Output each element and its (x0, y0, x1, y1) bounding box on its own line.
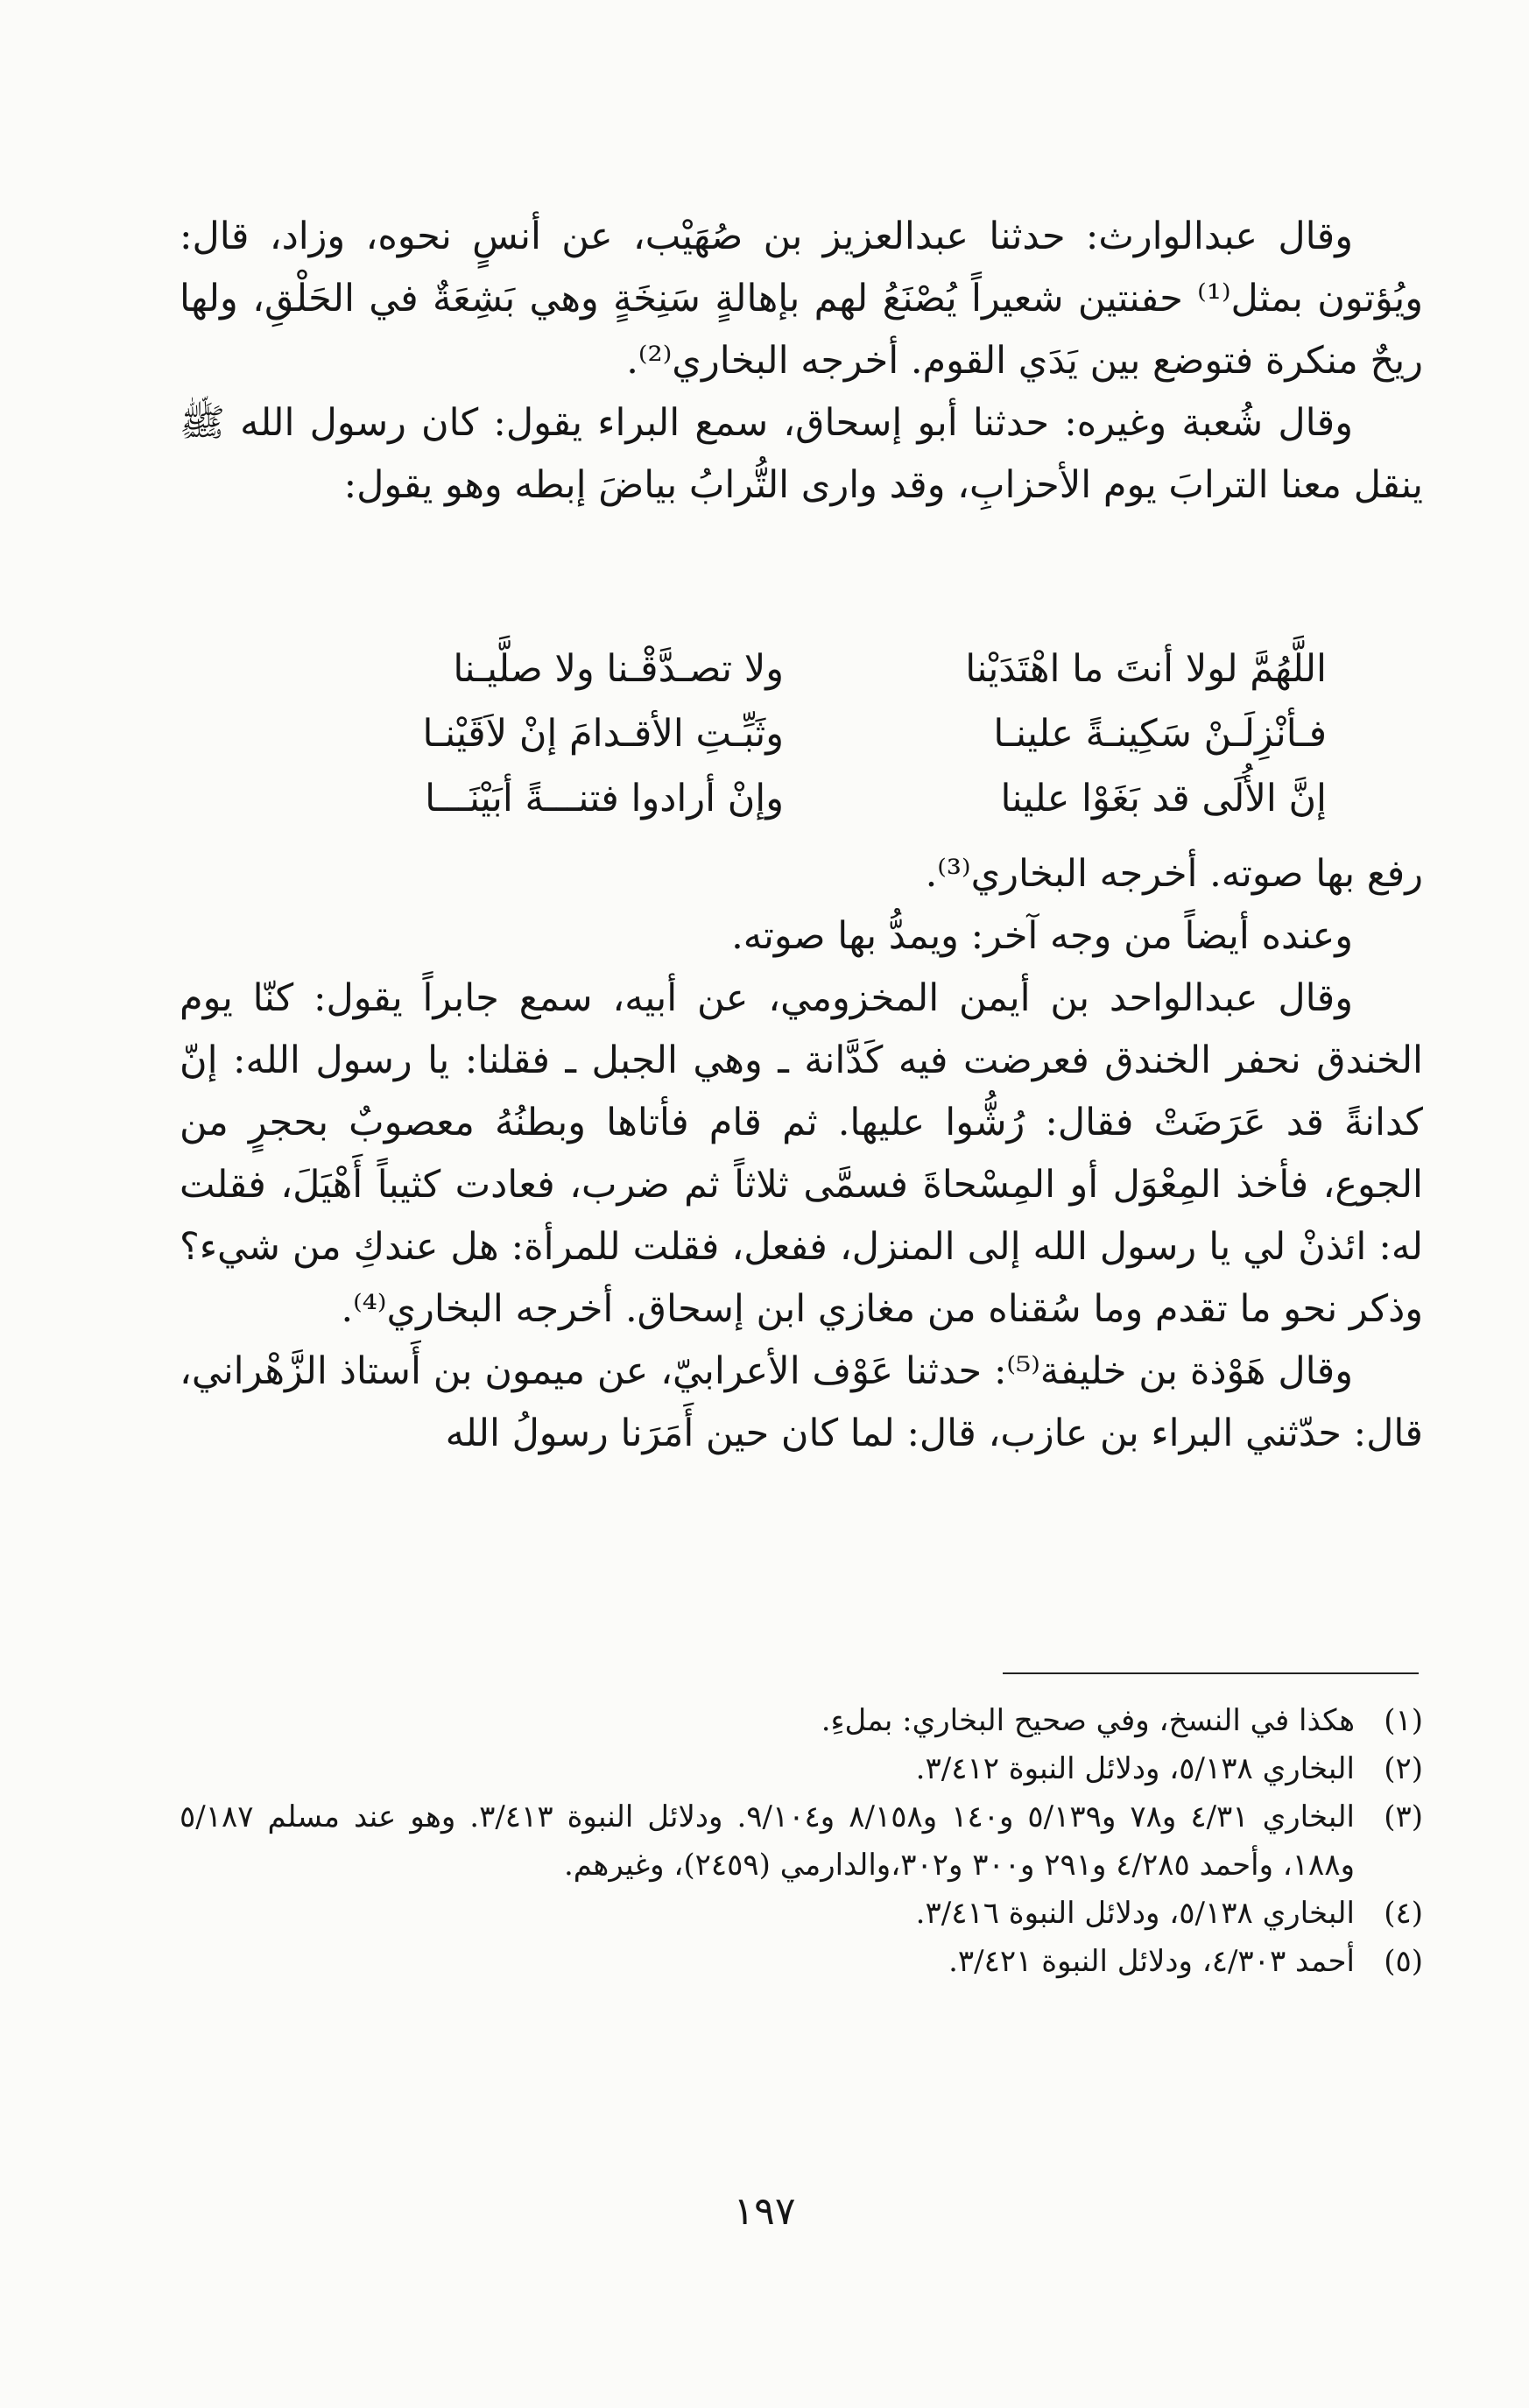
paragraph-2: وقال شُعبة وغيره: حدثنا أبو إسحاق، سمع البراء يقول: كان رسول الله ﷺ ينقل معنا الترابَ يوم الأحزابِ، وقد وارى التُّرابُ بياضَ إبطه وهو يقول: (180, 401, 1423, 507)
poem-verses (276, 637, 1327, 831)
footnote-number: (١) (1384, 1703, 1423, 1738)
footnote-text: هكذا في النسخ، وفي صحيح البخاري: بملءِ. (821, 1703, 1355, 1738)
footnote-text: البخاري ٤/٣١ و٧٨ و٥/١٣٩ و١٤٠ و٨/١٥٨ و٩/١٠٤. ودلائل النبوة ٣/٤١٣. وهو عند مسلم ٥/١٨٧ و١٨٨، وأحمد ٤/٢٨٥ و٢٩١ و٣٠٠ و٣٠٢،والدارمي (٢٤٥٩)، وغيرهم. (180, 1799, 1356, 1883)
footnote (180, 1697, 1423, 1745)
footnote-text: البخاري ٥/١٣٨، ودلائل النبوة ٣/٤١٦. (915, 1896, 1355, 1931)
footnote-text: أحمد ٤/٣٠٣، ودلائل النبوة ٣/٤٢١. (948, 1944, 1355, 1979)
paragraph-6: وقال هَوْذة بن خليفة⁽⁵⁾: حدثنا عَوْف الأعرابيّ، عن ميمون بن أَستاذ الزَّهْراني، قال: حدّثني البراء بن عازب، قال: لما كان حين أَمَرَنا رسولُ الله (180, 1349, 1423, 1455)
verse-second-hemistich: وثَبِّـتِ الأقـدامَ إنْ لاَقَيْنـا (422, 712, 784, 756)
paragraph-5: وقال عبدالواحد بن أيمن المخزومي، عن أبيه، سمع جابراً يقول: كنّا يوم الخندق نحفر الخندق فعرضت فيه كَدَّانة ـ وهي الجبل ـ فقلنا: يا رسول الله: إنّ كدانةً قد عَرَضَتْ فقال: رُشُّوا عليها. ثم قام فأتاها وبطنُهُ معصوبٌ بحجرٍ من الجوع، فأخذ المِعْوَل أو المِسْحاةَ فسمَّى ثلاثاً ثم ضرب، فعادت كثيباً أَهْيَلَ، فقلت له: ائذنْ لي يا رسول الله إلى المنزل، ففعل، فقلت للمرأة: هل عندكِ من شيء؟ وذكر نحو ما تقدم وما سُقناه من مغازي ابن إسحاق. أخرجه البخاري⁽⁴⁾. (180, 976, 1423, 1331)
verse-second-hemistich: ولا تصـدَّقْـنا ولا صلَّيـنا (453, 647, 784, 691)
verse-first-hemistich: اللَّهُمَّ لولا أنتَ ما اهْتَدَيْنا (965, 647, 1327, 691)
paragraph-4: وعنده أيضاً من وجه آخر: ويمدُّ بها صوته. (731, 914, 1353, 958)
verse-line (276, 766, 1327, 831)
verse-line (276, 637, 1327, 701)
main-text-top (180, 206, 1423, 517)
verse-first-hemistich: فـأنْزِلَـنْ سَكِينـةً علينـا (993, 712, 1327, 756)
paragraph-1: وقال عبدالوارث: حدثنا عبدالعزيز بن صُهَيْب، عن أنسٍ نحوه، وزاد، قال: ويُؤتون بمثل⁽¹⁾ حفنتين شعيراً يُصْنَعُ لهم بإهالةٍ سَنِخَةٍ وهي بَشِعَةٌ في الحَلْقِ، ولها ريحٌ منكرة فتوضع بين يَدَي القوم. أخرجه البخاري⁽²⁾. (180, 215, 1423, 383)
footnote-number: (٥) (1384, 1944, 1423, 1979)
footnote-divider (1003, 1672, 1419, 1674)
footnote-number: (٣) (1384, 1799, 1423, 1834)
footnote (180, 1793, 1423, 1890)
footnote (180, 1890, 1423, 1938)
verse-second-hemistich: وإنْ أرادوا فتنـــةً أبَيْنَـــا (425, 777, 784, 820)
footnote-number: (٤) (1384, 1896, 1423, 1931)
paragraph-3: رفع بها صوته. أخرجه البخاري⁽³⁾. (925, 852, 1423, 896)
main-text-bottom (180, 843, 1423, 1465)
verse-first-hemistich: إنَّ الأُلَى قد بَغَوْا علينا (1000, 777, 1327, 820)
footnotes (180, 1697, 1423, 1986)
footnote-text: البخاري ٥/١٣٨، ودلائل النبوة ٣/٤١٢. (915, 1751, 1355, 1786)
footnote (180, 1938, 1423, 1986)
verse-line (276, 701, 1327, 766)
footnote (180, 1745, 1423, 1793)
footnote-number: (٢) (1384, 1751, 1423, 1786)
page-number: ١٩٧ (733, 2189, 796, 2234)
